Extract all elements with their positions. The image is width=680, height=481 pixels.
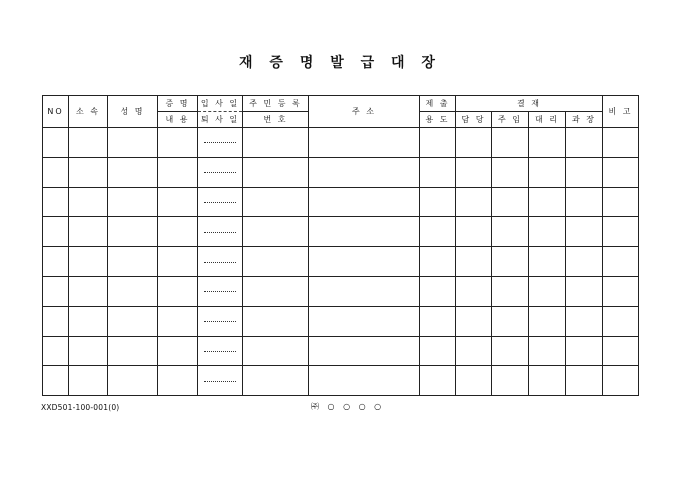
date-divider <box>204 202 236 203</box>
header-approval-role-3: 대 리 <box>529 112 566 128</box>
cell-resident-number[interactable] <box>243 128 309 158</box>
cell-address[interactable] <box>309 128 420 158</box>
cell-certificate[interactable] <box>158 306 198 336</box>
cell-approver-3[interactable] <box>529 336 566 366</box>
cell-affiliation[interactable] <box>69 276 108 306</box>
ledger-body <box>43 128 639 396</box>
cell-approver-3[interactable] <box>529 306 566 336</box>
cell-resident-number[interactable] <box>243 247 309 277</box>
cell-no[interactable] <box>43 217 69 247</box>
cell-purpose[interactable] <box>420 247 456 277</box>
cell-no[interactable] <box>43 306 69 336</box>
cell-purpose[interactable] <box>420 128 456 158</box>
cell-approver-1[interactable] <box>456 306 492 336</box>
page-title: 재 증 명 발 급 대 장 <box>239 55 441 71</box>
header-affiliation: 소 속 <box>69 96 108 128</box>
reissue-ledger-table <box>42 95 639 396</box>
cell-dates[interactable] <box>198 128 243 158</box>
form-code: XXD501-100-001(0) <box>41 403 120 412</box>
cell-approver-2[interactable] <box>492 157 529 187</box>
header-certificate-top: 증 명 <box>158 96 198 112</box>
cell-approver-3[interactable] <box>529 157 566 187</box>
cell-name[interactable] <box>108 187 158 217</box>
cell-approver-4[interactable] <box>566 306 603 336</box>
header-remarks: 비 고 <box>603 96 639 128</box>
header-resident-bottom: 번 호 <box>243 112 309 128</box>
cell-approver-2[interactable] <box>492 128 529 158</box>
date-divider <box>204 351 236 352</box>
cell-approver-3[interactable] <box>529 276 566 306</box>
cell-resident-number[interactable] <box>243 306 309 336</box>
cell-approver-1[interactable] <box>456 157 492 187</box>
cell-purpose[interactable] <box>420 157 456 187</box>
cell-approver-4[interactable] <box>566 128 603 158</box>
cell-address[interactable] <box>309 306 420 336</box>
table-row <box>43 366 639 396</box>
cell-dates[interactable] <box>198 366 243 396</box>
header-certificate-bottom: 내 용 <box>158 112 198 128</box>
cell-address[interactable] <box>309 247 420 277</box>
header-approval: 결 재 <box>456 96 603 112</box>
cell-approver-4[interactable] <box>566 366 603 396</box>
cell-approver-4[interactable] <box>566 157 603 187</box>
cell-affiliation[interactable] <box>69 336 108 366</box>
cell-remarks[interactable] <box>603 217 639 247</box>
cell-approver-1[interactable] <box>456 366 492 396</box>
cell-remarks[interactable] <box>603 157 639 187</box>
cell-address[interactable] <box>309 217 420 247</box>
cell-certificate[interactable] <box>158 336 198 366</box>
cell-address[interactable] <box>309 336 420 366</box>
cell-resident-number[interactable] <box>243 187 309 217</box>
cell-name[interactable] <box>108 276 158 306</box>
cell-approver-3[interactable] <box>529 128 566 158</box>
date-divider <box>204 232 236 233</box>
cell-remarks[interactable] <box>603 366 639 396</box>
cell-name[interactable] <box>108 128 158 158</box>
cell-resident-number[interactable] <box>243 217 309 247</box>
header-name: 성 명 <box>108 96 158 128</box>
cell-no[interactable] <box>43 247 69 277</box>
cell-no[interactable] <box>43 128 69 158</box>
cell-approver-1[interactable] <box>456 217 492 247</box>
cell-address[interactable] <box>309 187 420 217</box>
cell-approver-2[interactable] <box>492 217 529 247</box>
cell-remarks[interactable] <box>603 276 639 306</box>
table-row <box>43 128 639 158</box>
cell-purpose[interactable] <box>420 276 456 306</box>
cell-approver-2[interactable] <box>492 276 529 306</box>
cell-no[interactable] <box>43 336 69 366</box>
cell-approver-4[interactable] <box>566 247 603 277</box>
cell-resident-number[interactable] <box>243 276 309 306</box>
table-row <box>43 276 639 306</box>
cell-purpose[interactable] <box>420 366 456 396</box>
cell-resident-number[interactable] <box>243 157 309 187</box>
cell-approver-1[interactable] <box>456 128 492 158</box>
table-row <box>43 187 639 217</box>
date-divider <box>204 262 236 263</box>
header-approval-role-2: 주 임 <box>492 112 529 128</box>
cell-approver-2[interactable] <box>492 247 529 277</box>
header-purpose-top: 제 출 <box>420 96 456 112</box>
cell-affiliation[interactable] <box>69 247 108 277</box>
cell-approver-4[interactable] <box>566 187 603 217</box>
cell-approver-2[interactable] <box>492 306 529 336</box>
cell-dates[interactable] <box>198 336 243 366</box>
cell-resident-number[interactable] <box>243 366 309 396</box>
cell-approver-3[interactable] <box>529 217 566 247</box>
cell-approver-1[interactable] <box>456 187 492 217</box>
cell-name[interactable] <box>108 157 158 187</box>
cell-purpose[interactable] <box>420 217 456 247</box>
cell-dates[interactable] <box>198 187 243 217</box>
cell-remarks[interactable] <box>603 187 639 217</box>
header-join-date: 입 사 일 <box>198 96 243 112</box>
cell-certificate[interactable] <box>158 128 198 158</box>
cell-approver-2[interactable] <box>492 187 529 217</box>
cell-name[interactable] <box>108 336 158 366</box>
date-divider <box>204 142 236 143</box>
cell-no[interactable] <box>43 187 69 217</box>
cell-address[interactable] <box>309 366 420 396</box>
cell-remarks[interactable] <box>603 128 639 158</box>
date-divider <box>204 291 236 292</box>
cell-certificate[interactable] <box>158 247 198 277</box>
company-mark: ㈜ ○ ○ ○ ○ <box>311 402 385 411</box>
cell-affiliation[interactable] <box>69 157 108 187</box>
cell-approver-1[interactable] <box>456 276 492 306</box>
cell-dates[interactable] <box>198 217 243 247</box>
table-row <box>43 247 639 277</box>
table-row <box>43 336 639 366</box>
cell-affiliation[interactable] <box>69 306 108 336</box>
header-approval-role-1: 담 당 <box>456 112 492 128</box>
cell-dates[interactable] <box>198 276 243 306</box>
cell-approver-4[interactable] <box>566 336 603 366</box>
cell-affiliation[interactable] <box>69 128 108 158</box>
cell-affiliation[interactable] <box>69 217 108 247</box>
cell-address[interactable] <box>309 276 420 306</box>
cell-remarks[interactable] <box>603 336 639 366</box>
cell-purpose[interactable] <box>420 187 456 217</box>
cell-remarks[interactable] <box>603 247 639 277</box>
cell-dates[interactable] <box>198 306 243 336</box>
cell-dates[interactable] <box>198 157 243 187</box>
cell-name[interactable] <box>108 217 158 247</box>
cell-purpose[interactable] <box>420 336 456 366</box>
cell-approver-2[interactable] <box>492 336 529 366</box>
cell-purpose[interactable] <box>420 306 456 336</box>
date-divider <box>204 321 236 322</box>
header-approval-role-4: 과 장 <box>566 112 603 128</box>
cell-affiliation[interactable] <box>69 366 108 396</box>
header-purpose-bottom: 용 도 <box>420 112 456 128</box>
cell-certificate[interactable] <box>158 276 198 306</box>
cell-approver-4[interactable] <box>566 217 603 247</box>
cell-remarks[interactable] <box>603 306 639 336</box>
cell-name[interactable] <box>108 247 158 277</box>
header-leave-date: 퇴 사 일 <box>198 112 243 128</box>
cell-approver-3[interactable] <box>529 187 566 217</box>
table-row <box>43 157 639 187</box>
cell-certificate[interactable] <box>158 187 198 217</box>
cell-certificate[interactable] <box>158 157 198 187</box>
cell-approver-1[interactable] <box>456 247 492 277</box>
cell-approver-2[interactable] <box>492 366 529 396</box>
cell-approver-3[interactable] <box>529 247 566 277</box>
cell-no[interactable] <box>43 366 69 396</box>
cell-no[interactable] <box>43 276 69 306</box>
header-resident-top: 주 민 등 록 <box>243 96 309 112</box>
header-address: 주 소 <box>309 96 420 128</box>
table-row <box>43 306 639 336</box>
cell-dates[interactable] <box>198 247 243 277</box>
cell-approver-3[interactable] <box>529 366 566 396</box>
cell-address[interactable] <box>309 157 420 187</box>
date-divider <box>204 381 236 382</box>
cell-approver-1[interactable] <box>456 336 492 366</box>
cell-certificate[interactable] <box>158 217 198 247</box>
table-row <box>43 217 639 247</box>
cell-resident-number[interactable] <box>243 336 309 366</box>
header-no: NO <box>43 96 69 128</box>
cell-affiliation[interactable] <box>69 187 108 217</box>
date-divider <box>204 172 236 173</box>
cell-certificate[interactable] <box>158 366 198 396</box>
cell-no[interactable] <box>43 157 69 187</box>
cell-name[interactable] <box>108 306 158 336</box>
cell-name[interactable] <box>108 366 158 396</box>
cell-approver-4[interactable] <box>566 276 603 306</box>
